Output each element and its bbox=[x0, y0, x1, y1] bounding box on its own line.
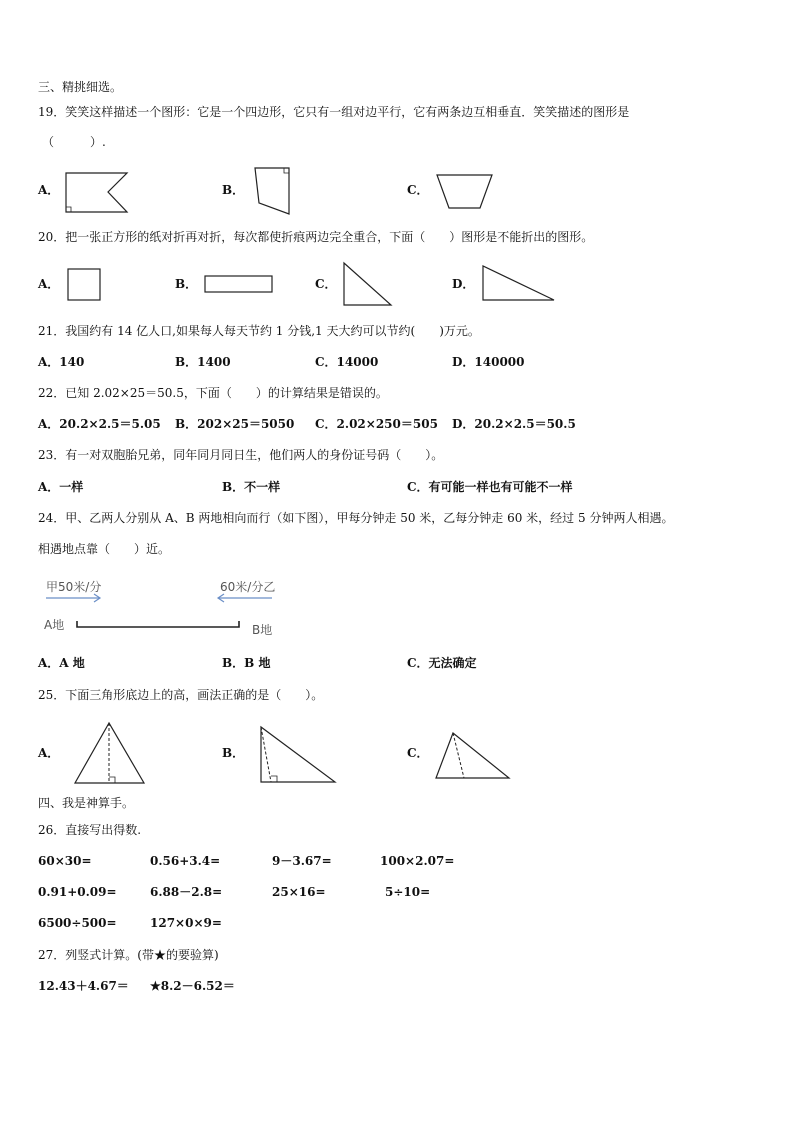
q19-figure-a bbox=[62, 170, 132, 216]
q27-text: 27．列竖式计算。(带★的要验算) bbox=[38, 948, 219, 962]
q22-option-a: A．20.2×2.5＝5.05 bbox=[38, 417, 161, 431]
q24-fig-b-label: B地 bbox=[252, 623, 273, 637]
q25-figure-c bbox=[433, 730, 513, 782]
q22-option-d: D．20.2×2.5＝50.5 bbox=[452, 417, 576, 431]
q26-item: 60×30= bbox=[38, 854, 92, 868]
q21-text: 21．我国约有 14 亿人口,如果每人每天节约 1 分钱,1 天大约可以节约( )万元。 bbox=[38, 324, 480, 338]
q20-figure-c-triangle bbox=[341, 260, 395, 308]
section-4-title: 四、我是神算手。 bbox=[38, 796, 135, 810]
q26-item: 6.88－2.8= bbox=[150, 885, 223, 899]
q22-option-c: C．2.02×250＝505 bbox=[315, 417, 438, 431]
q26-item: 5÷10= bbox=[385, 885, 431, 899]
q26-item: 9－3.67= bbox=[272, 854, 332, 868]
q25-option-c-label: C． bbox=[407, 746, 429, 760]
q20-figure-b-rectangle bbox=[203, 274, 275, 296]
q22-text: 22．已知 2.02×25＝50.5，下面（ ）的计算结果是错误的。 bbox=[38, 386, 388, 400]
q26-item: 25×16= bbox=[272, 885, 326, 899]
q24-text-2: 相遇地点靠（ ）近。 bbox=[38, 542, 171, 556]
q24-fig-a-label: A地 bbox=[44, 618, 65, 632]
q24-figure-route bbox=[40, 592, 280, 640]
q25-figure-a bbox=[72, 720, 148, 786]
q20-option-b-label: B． bbox=[175, 277, 198, 291]
q19-figure-c bbox=[434, 172, 496, 212]
q19-text: 19．笑笑这样描述一个图形：它是一个四边形，它只有一组对边平行，它有两条边互相垂直．笑笑描述的图形是 bbox=[38, 105, 630, 119]
q26-item: 6500÷500= bbox=[38, 916, 117, 930]
q23-option-b: B．不一样 bbox=[222, 480, 281, 494]
q25-option-a-label: A． bbox=[38, 746, 60, 760]
q27-item: ★8.2－6.52＝ bbox=[150, 979, 235, 993]
q24-fig-yi-label: 60米/分乙 bbox=[220, 580, 276, 594]
q21-option-a: A．140 bbox=[38, 355, 85, 369]
q22-option-b: B．202×25＝5050 bbox=[175, 417, 295, 431]
q26-item: 100×2.07= bbox=[380, 854, 455, 868]
q26-item: 127×0×9= bbox=[150, 916, 222, 930]
q23-text: 23．有一对双胞胎兄弟，同年同月同日生，他们两人的身份证号码（ ）。 bbox=[38, 448, 444, 462]
q20-option-c-label: C． bbox=[315, 277, 337, 291]
q23-option-c: C．有可能一样也有可能不一样 bbox=[407, 480, 573, 494]
q21-option-b: B．1400 bbox=[175, 355, 231, 369]
q20-figure-d-triangle bbox=[480, 264, 558, 304]
q26-item: 0.56+3.4= bbox=[150, 854, 221, 868]
q20-option-a-label: A． bbox=[38, 277, 60, 291]
q19-option-a-label: A． bbox=[38, 183, 60, 197]
q25-text: 25．下面三角形底边上的高，画法正确的是（ ）。 bbox=[38, 688, 324, 702]
q20-option-d-label: D． bbox=[452, 277, 475, 291]
q24-option-c: C．无法确定 bbox=[407, 656, 477, 670]
q24-option-a: A．A 地 bbox=[38, 656, 85, 670]
q27-item: 12.43＋4.67＝ bbox=[38, 979, 129, 993]
yi-arrow-left-icon bbox=[218, 594, 272, 602]
jia-arrow-right-icon bbox=[46, 594, 100, 602]
q19-figure-b bbox=[252, 166, 294, 218]
q21-option-d: D．140000 bbox=[452, 355, 525, 369]
q25-figure-b bbox=[258, 724, 340, 786]
q19-option-b-label: B． bbox=[222, 183, 245, 197]
q25-option-b-label: B． bbox=[222, 746, 245, 760]
q19-blank: （ ）. bbox=[42, 135, 106, 149]
q24-option-b: B．B 地 bbox=[222, 656, 271, 670]
q20-text: 20．把一张正方形的纸对折再对折，每次都使折痕两边完全重合，下面（ ）图形是不能折出的图形。 bbox=[38, 230, 594, 244]
q20-figure-a-square bbox=[66, 267, 104, 303]
q24-text: 24．甲、乙两人分别从 A、B 两地相向而行（如下图），甲每分钟走 50 米，乙每分钟走 60 米，经过 5 分钟两人相遇。 bbox=[38, 511, 674, 525]
section-3-title: 三、精挑细选。 bbox=[38, 80, 123, 94]
q19-option-c-label: C． bbox=[407, 183, 429, 197]
q21-option-c: C．14000 bbox=[315, 355, 379, 369]
q26-text: 26．直接写出得数. bbox=[38, 823, 142, 837]
q26-item: 0.91+0.09= bbox=[38, 885, 117, 899]
q23-option-a: A．一样 bbox=[38, 480, 84, 494]
q24-fig-jia-label: 甲50米/分 bbox=[46, 580, 102, 594]
